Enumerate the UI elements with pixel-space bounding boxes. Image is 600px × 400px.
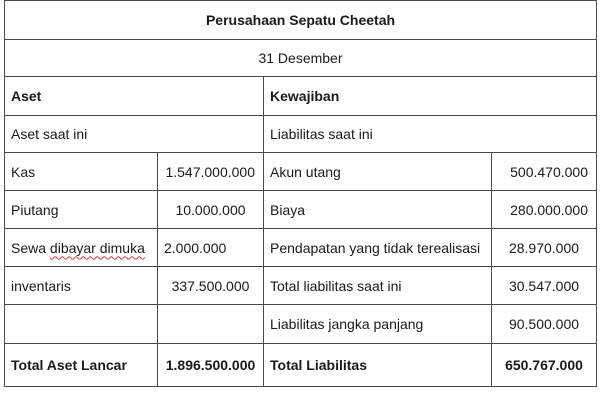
section-heading-row <box>5 77 597 116</box>
date-row <box>5 40 597 77</box>
table-row <box>5 153 597 191</box>
total-assets-label: Total Aset Lancar <box>5 344 158 387</box>
liability-label: Liabilitas jangka panjang <box>264 305 492 344</box>
asset-label: Piutang <box>5 191 158 229</box>
current-assets-subheading: Aset saat ini <box>5 116 264 153</box>
empty-cell <box>5 305 158 344</box>
table-row <box>5 305 597 344</box>
table-row <box>5 229 597 267</box>
table-row <box>5 267 597 305</box>
totals-row <box>5 344 597 387</box>
liability-label: Pendapatan yang tidak terealisasi <box>264 229 492 267</box>
liability-label: Akun utang <box>264 153 492 191</box>
table-row <box>5 191 597 229</box>
company-title: Perusahaan Sepatu Cheetah <box>5 1 597 40</box>
empty-cell <box>158 305 264 344</box>
asset-value: 1.547.000.000 <box>158 153 264 191</box>
total-liabilities-value: 650.767.000 <box>492 344 597 387</box>
liability-value: 30.547.000 <box>492 267 597 305</box>
asset-value: 2.000.000 <box>158 229 264 267</box>
asset-value: 10.000.000 <box>158 191 264 229</box>
liability-value: 90.500.000 <box>492 305 597 344</box>
balance-sheet <box>4 0 596 397</box>
asset-label: inventaris <box>5 267 158 305</box>
liability-label: Total liabilitas saat ini <box>264 267 492 305</box>
current-liabilities-subheading: Liabilitas saat ini <box>264 116 597 153</box>
total-liabilities-label: Total Liabilitas <box>264 344 492 387</box>
liability-value: 280.000.000 <box>492 191 597 229</box>
title-row <box>5 1 597 40</box>
asset-value: 337.500.000 <box>158 267 264 305</box>
asset-label <box>5 229 158 267</box>
total-assets-value: 1.896.500.000 <box>158 344 264 387</box>
liability-value: 500.470.000 <box>492 153 597 191</box>
liabilities-heading: Kewajiban <box>264 77 597 116</box>
spellcheck-flagged-text: dibayar dimuka <box>49 239 145 256</box>
asset-label: Kas <box>5 153 158 191</box>
statement-date: 31 Desember <box>5 40 597 77</box>
liability-label: Biaya <box>264 191 492 229</box>
assets-heading: Aset <box>5 77 264 116</box>
subheading-row <box>5 116 597 153</box>
balance-sheet-table <box>4 0 597 387</box>
liability-value: 28.970.000 <box>492 229 597 267</box>
asset-label-part: Sewa <box>11 239 50 256</box>
